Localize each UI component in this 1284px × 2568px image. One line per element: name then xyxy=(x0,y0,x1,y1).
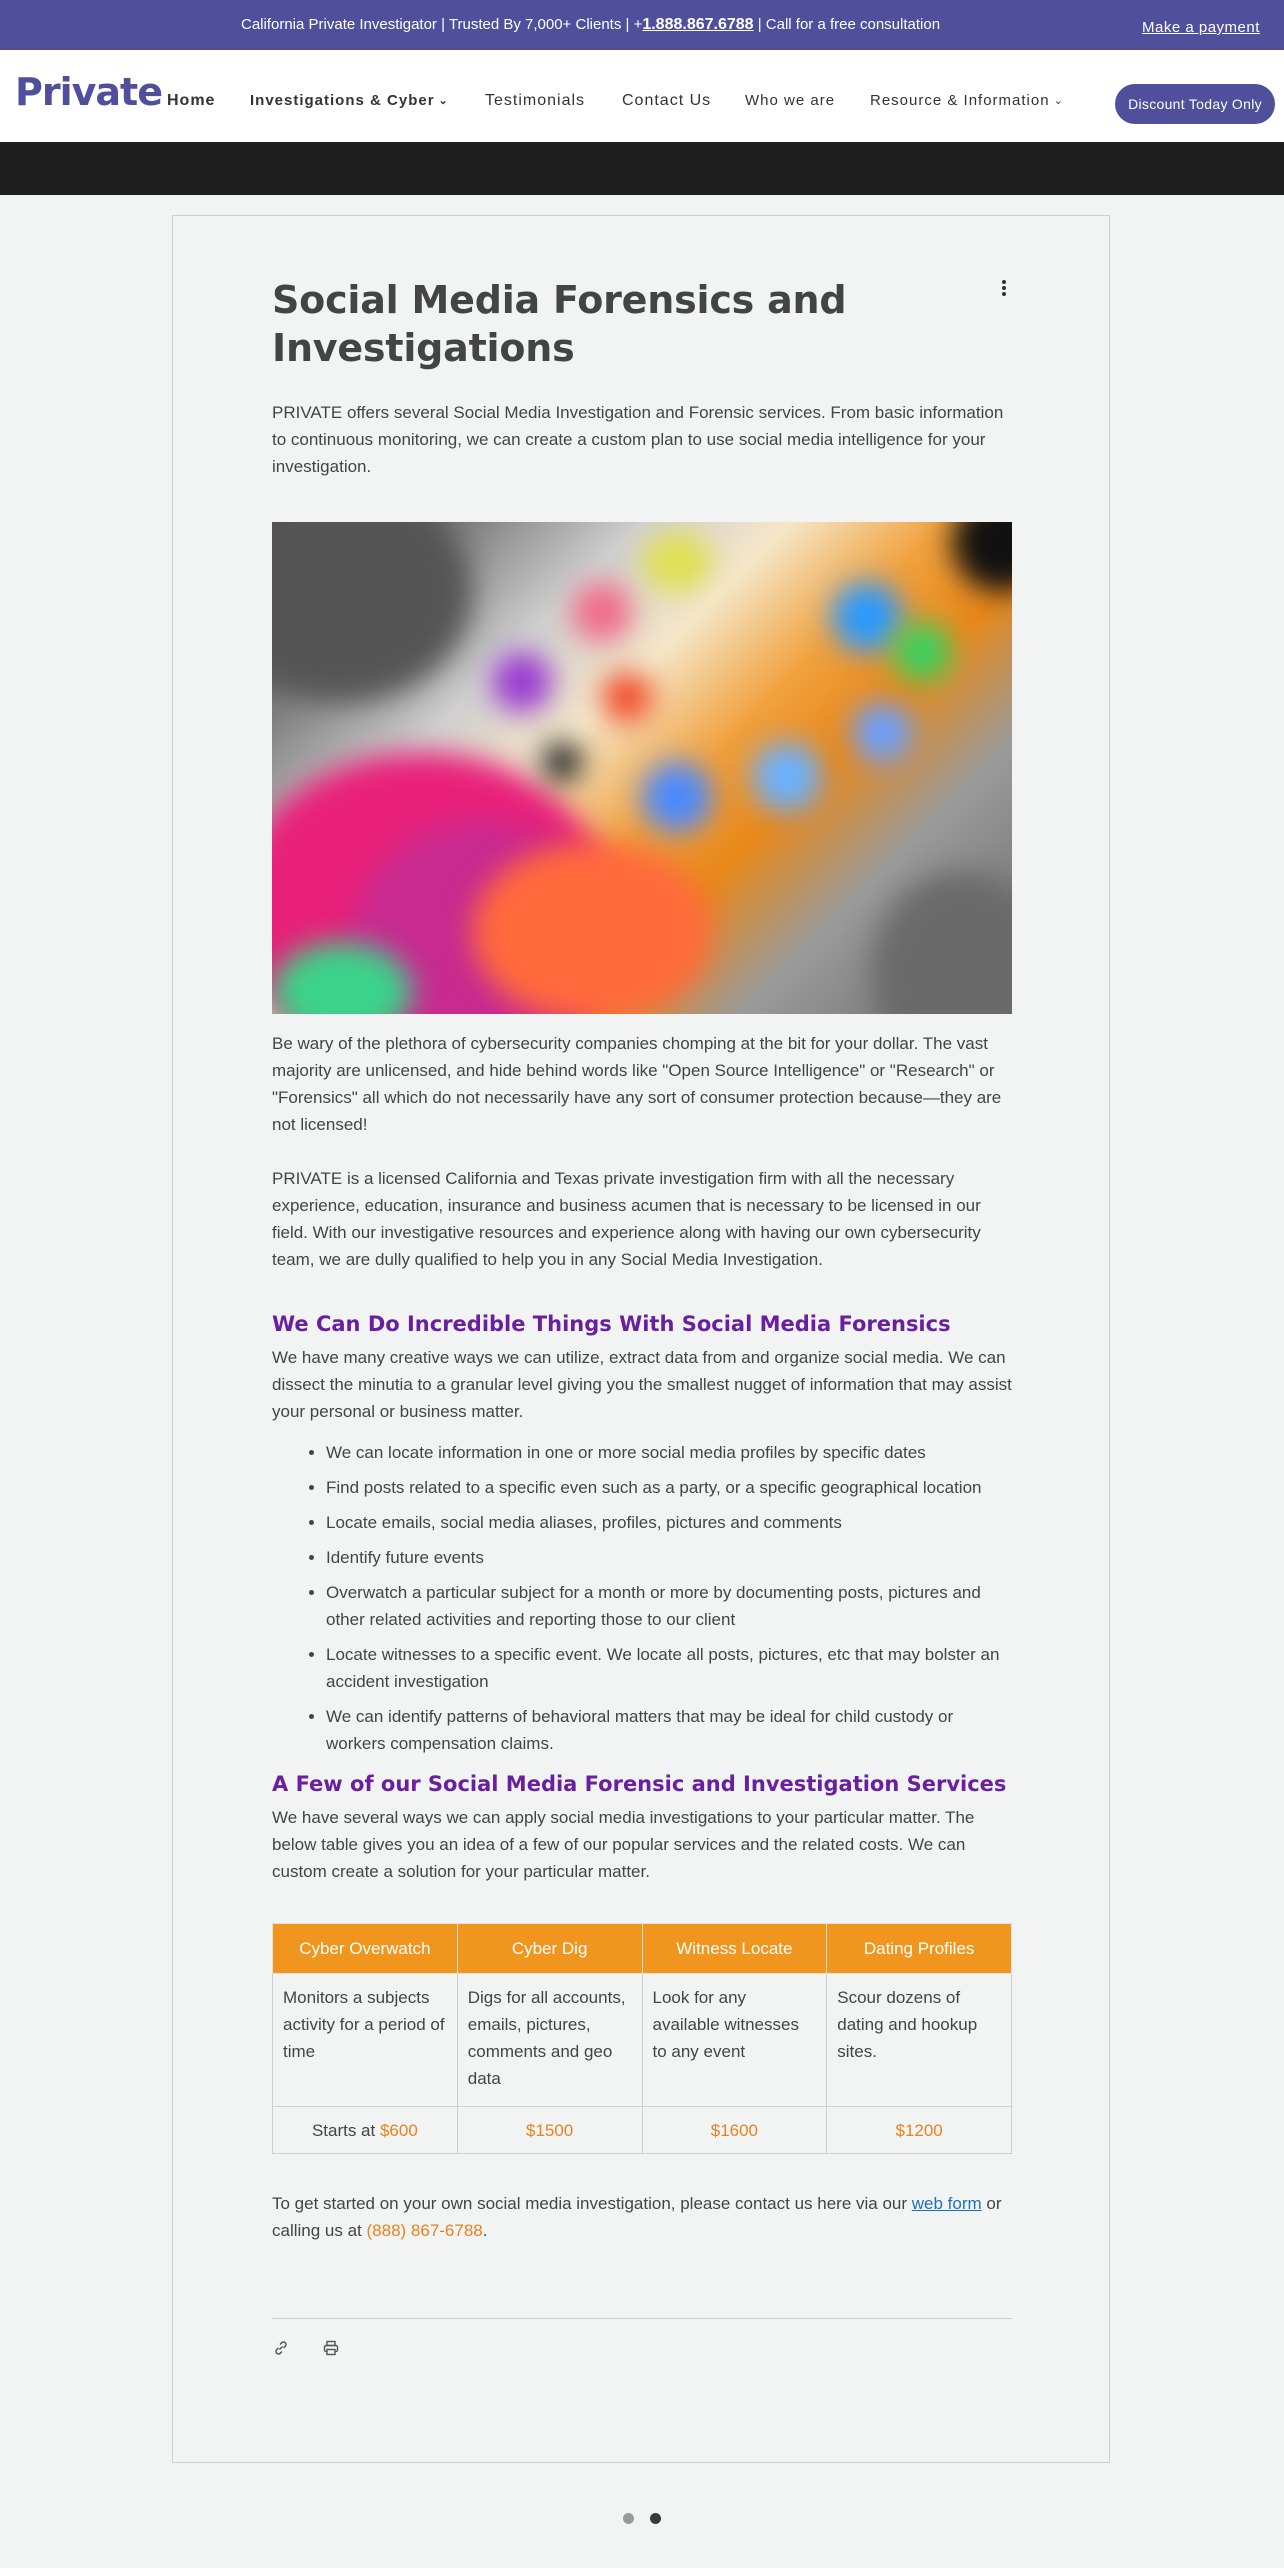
price-prefix: Starts at xyxy=(311,2120,380,2140)
main-nav xyxy=(0,50,1284,142)
announcement-text xyxy=(241,16,940,34)
outro-paragraph xyxy=(272,2190,1012,2244)
link-icon[interactable] xyxy=(272,2339,290,2357)
table-cell-price xyxy=(273,2107,458,2154)
print-icon[interactable] xyxy=(322,2339,340,2357)
section-heading-services: A Few of our Social Media Forensic and Investigation Services xyxy=(272,1772,1007,1796)
table-header-cell: Dating Profiles xyxy=(827,1924,1012,1974)
carousel-dot[interactable] xyxy=(623,2513,634,2524)
list-item: • Locate witnesses to a specific event. We locate all posts, pictures, etc that may bolster an accident investigation xyxy=(326,1641,1012,1695)
outro-phone-link[interactable]: (888) 867-6788 xyxy=(366,2221,483,2240)
capabilities-list xyxy=(272,1439,1012,1757)
nav-item-investigations-label: Investigations & Cyber xyxy=(250,92,435,109)
table-cell-price xyxy=(827,2107,1012,2154)
table-cell: Scour dozens of dating and hookup sites. xyxy=(827,1974,1012,2107)
header-band xyxy=(0,142,1284,195)
price-value: $1200 xyxy=(895,2120,943,2140)
section-text-services: We have several ways we can apply social media investigations to your particular matter. The below table gives you an idea of a few of our popular services and the related costs. We can custom create a solution for your particular matter. xyxy=(272,1808,975,1881)
table-cell: Digs for all accounts, emails, pictures, comments and geo data xyxy=(457,1974,642,2107)
list-item: • Locate emails, social media aliases, profiles, pictures and comments xyxy=(326,1509,1012,1536)
outro-prefix: To get started on your own social media investigation, please contact us here via our xyxy=(272,2194,912,2213)
table-header-cell: Cyber Dig xyxy=(457,1924,642,1974)
nav-item-home[interactable]: Home xyxy=(167,92,216,109)
table-cell: Look for any available witnesses to any event xyxy=(642,1974,827,2107)
section-text-forensics: We have many creative ways we can utilize, extract data from and organize social media. We can dissect the minutia to a granular level giving you the smallest nugget of information that may assist your personal or business matter. xyxy=(272,1348,1012,1421)
share-bar xyxy=(272,2339,1012,2359)
logo[interactable]: Private xyxy=(15,70,162,114)
list-item: • Identify future events xyxy=(326,1544,1012,1571)
divider xyxy=(272,2318,1012,2319)
table-header-cell: Cyber Overwatch xyxy=(273,1924,458,1974)
discount-button[interactable]: Discount Today Only xyxy=(1115,84,1275,124)
announcement-suffix: | Call for a free consultation xyxy=(753,16,941,33)
warning-paragraph: Be wary of the plethora of cybersecurity companies chomping at the bit for your dollar. The vast majority are unlicensed, and hide behind words like "Open Source Intelligence" or "Research" or "Forensics" all which do not necessarily have any sort of consumer protection because—they are not licensed! xyxy=(272,1034,1002,1134)
list-item: • We can locate information in one or more social media profiles by specific dates xyxy=(326,1439,1012,1466)
outro-middle: or calling us at xyxy=(272,2194,1002,2240)
intro-paragraph: PRIVATE offers several Social Media Investigation and Forensic services. From basic information to continuous monitoring, we can create a custom plan to use social media intelligence for your investigation. xyxy=(272,403,1004,476)
announcement-prefix: California Private Investigator | Trusted By 7,000+ Clients | + xyxy=(241,16,643,33)
nav-item-resources[interactable] xyxy=(870,92,1064,109)
table-header-row xyxy=(273,1924,1012,1974)
article-content xyxy=(272,276,1012,2359)
services-table xyxy=(272,1923,1012,2154)
outro-suffix: . xyxy=(482,2221,488,2240)
chevron-down-icon: ⌄ xyxy=(1053,95,1064,107)
nav-item-investigations[interactable] xyxy=(250,92,449,109)
list-item: • We can identify patterns of behavioral matters that may be ideal for child custody or workers compensation claims. xyxy=(326,1703,1012,1757)
table-header-cell: Witness Locate xyxy=(642,1924,827,1974)
nav-item-contact[interactable]: Contact Us xyxy=(622,92,712,109)
license-paragraph: PRIVATE is a licensed California and Texas private investigation firm with all the necessary experience, education, insurance and business acumen that is necessary to be licensed in our field. With our investigative resources and experience along with having our own cybersecurity team, we are dully qualified to help you in any Social Media Investigation. xyxy=(272,1169,981,1269)
table-cell-price xyxy=(457,2107,642,2154)
phone-link[interactable]: 1.888.867.6788 xyxy=(642,16,754,33)
table-row xyxy=(273,1974,1012,2107)
nav-item-resources-label: Resource & Information xyxy=(870,92,1050,109)
carousel-dot-active[interactable] xyxy=(650,2513,661,2524)
nav-item-who-we-are[interactable]: Who we are xyxy=(745,92,836,109)
table-cell: Monitors a subjects activity for a period of time xyxy=(273,1974,458,2107)
announcement-bar xyxy=(0,0,1284,50)
web-form-link[interactable]: web form xyxy=(911,2194,982,2213)
article-card xyxy=(172,215,1110,2463)
price-value: $600 xyxy=(379,2120,418,2140)
page-title: Social Media Forensics and Investigations xyxy=(272,278,847,370)
table-row xyxy=(273,2107,1012,2154)
list-item: • Overwatch a particular subject for a month or more by documenting posts, pictures and other related activities and reporting those to our client xyxy=(326,1579,1012,1633)
price-value: $1600 xyxy=(710,2120,759,2140)
list-item: • Find posts related to a specific even such as a party, or a specific geographical location xyxy=(326,1474,1012,1501)
section-heading-forensics: We Can Do Incredible Things With Social Media Forensics xyxy=(272,1312,951,1336)
carousel-dots xyxy=(623,2513,663,2525)
make-payment-link[interactable]: Make a payment xyxy=(1142,19,1260,36)
table-cell-price xyxy=(642,2107,827,2154)
phone-apps-image xyxy=(272,522,1012,1014)
chevron-down-icon: ⌄ xyxy=(438,95,449,107)
nav-item-testimonials[interactable]: Testimonials xyxy=(485,92,586,109)
price-value: $1500 xyxy=(525,2120,574,2140)
